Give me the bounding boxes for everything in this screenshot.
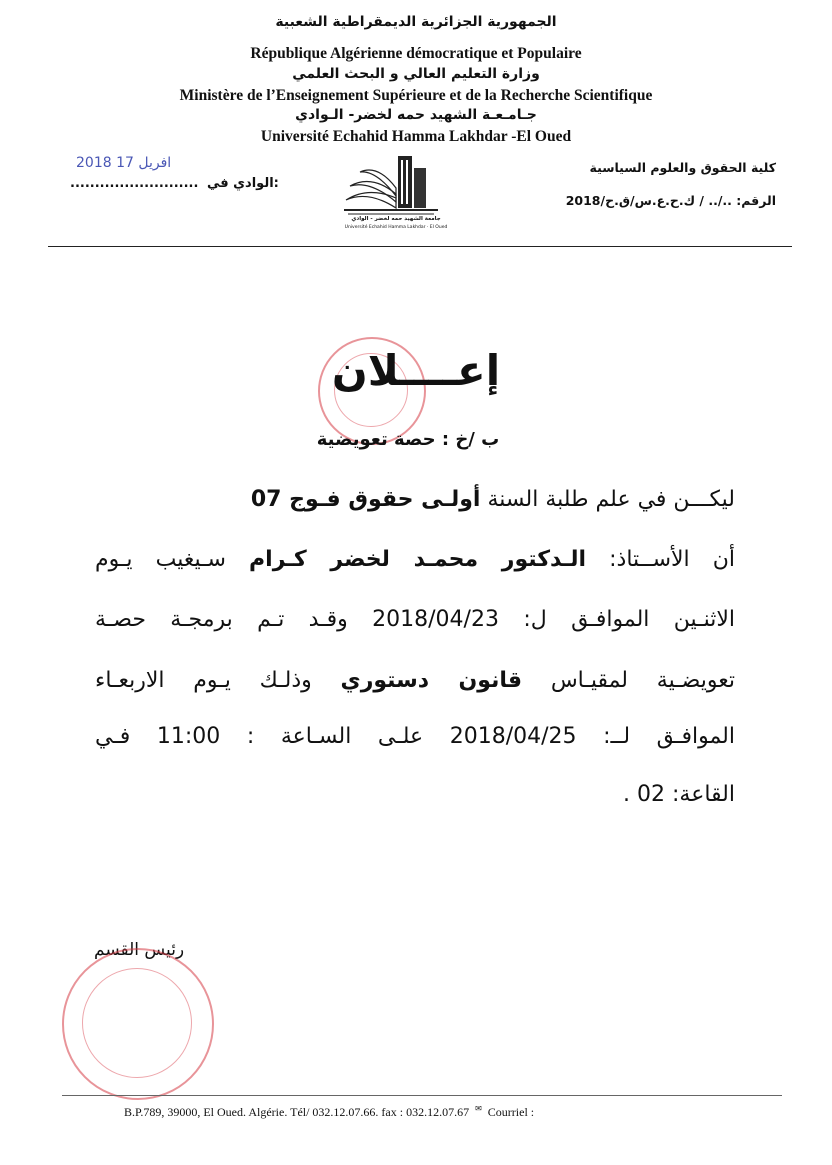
ministry-french: Ministère de l’Enseignement Supérieure et de la Recherche Scientifique	[179, 87, 653, 104]
notice-line-4-course: قانون دستوري	[340, 668, 523, 693]
footer-contact	[124, 1104, 534, 1120]
logo-caption-french: Université Echahid Hamma Lakhdar · El Oued	[344, 225, 448, 230]
notice-line-4	[95, 668, 735, 693]
header-divider	[48, 246, 792, 247]
notice-line-1-text: ليكـــن في علم طلبة السنة	[480, 487, 735, 512]
notice-line-2-text: أن الأســتاذ:	[586, 547, 735, 572]
signature-label: رئيس القسم	[94, 940, 185, 960]
republic-french: République Algérienne démocratique et Populaire	[250, 45, 582, 62]
faculty-name: كلية الحقوق والعلوم السياسية	[589, 160, 776, 175]
notice-line-6-text: القاعة: 02 .	[623, 782, 735, 807]
received-date-stamp: 2018 افريل 17	[76, 155, 172, 171]
official-seal-bottom	[62, 948, 214, 1100]
notice-line-4-tail: وذلـك يـوم الاربعـاء	[95, 668, 341, 693]
notice-line-2-professor: الـدكتور محمـد لخضر كـرام	[249, 547, 587, 572]
logo-caption-arabic: جامعة الشهيد حمه لخضر - الوادي	[351, 216, 441, 222]
university-arabic: جـامـعـة الشهيد حمه لخضر- الـوادي	[295, 107, 537, 123]
notice-line-3	[95, 607, 735, 632]
email-icon: ✉	[475, 1104, 482, 1113]
notice-line-5-text: الموافـق لــ: 2018/04/25 علـى السـاعة : 11:00 فـي	[95, 724, 735, 749]
university-logo	[338, 150, 454, 236]
official-seal-bottom-inner	[82, 968, 192, 1078]
place-date-field	[70, 176, 370, 191]
footer-divider	[62, 1095, 782, 1096]
notice-title: إعــــلان	[331, 346, 501, 395]
footer-address: B.P.789, 39000, El Oued. Algérie. Tél/ 032.12.07.66. fax : 032.12.07.67	[124, 1105, 470, 1119]
footer-courriel: Courriel :	[487, 1105, 535, 1119]
place-date-label: الوادي في:	[206, 176, 279, 191]
notice-line-1	[95, 487, 735, 512]
notice-line-2-tail: سـيغيب يـوم	[95, 547, 250, 572]
notice-line-6	[95, 782, 735, 807]
reference-number: الرقم: ../.. / ك.ح.ع.س/ق.ح/2018	[565, 193, 776, 208]
notice-line-3-text: الاثنـين الموافـق ل: 2018/04/23 وقـد تـم برمجـة حصـة	[95, 607, 735, 632]
notice-line-5	[95, 724, 735, 749]
notice-line-4-text: تعويضـية لمقيـاس	[522, 668, 735, 693]
notice-line-1-group: أولـى حقوق فـوج 07	[250, 487, 481, 512]
ministry-arabic: وزارة التعليم العالي و البحث العلمي	[292, 66, 540, 82]
notice-subject: ب /خ : حصة تعويضية	[316, 429, 500, 450]
university-logo-graphic	[338, 150, 454, 236]
republic-arabic: الجمهورية الجزائرية الديمقراطية الشعبية	[275, 14, 557, 30]
notice-line-2	[95, 547, 735, 572]
university-french: Université Echahid Hamma Lakhdar -El Oued	[260, 128, 572, 145]
place-date-dots: ..........................	[70, 176, 199, 191]
